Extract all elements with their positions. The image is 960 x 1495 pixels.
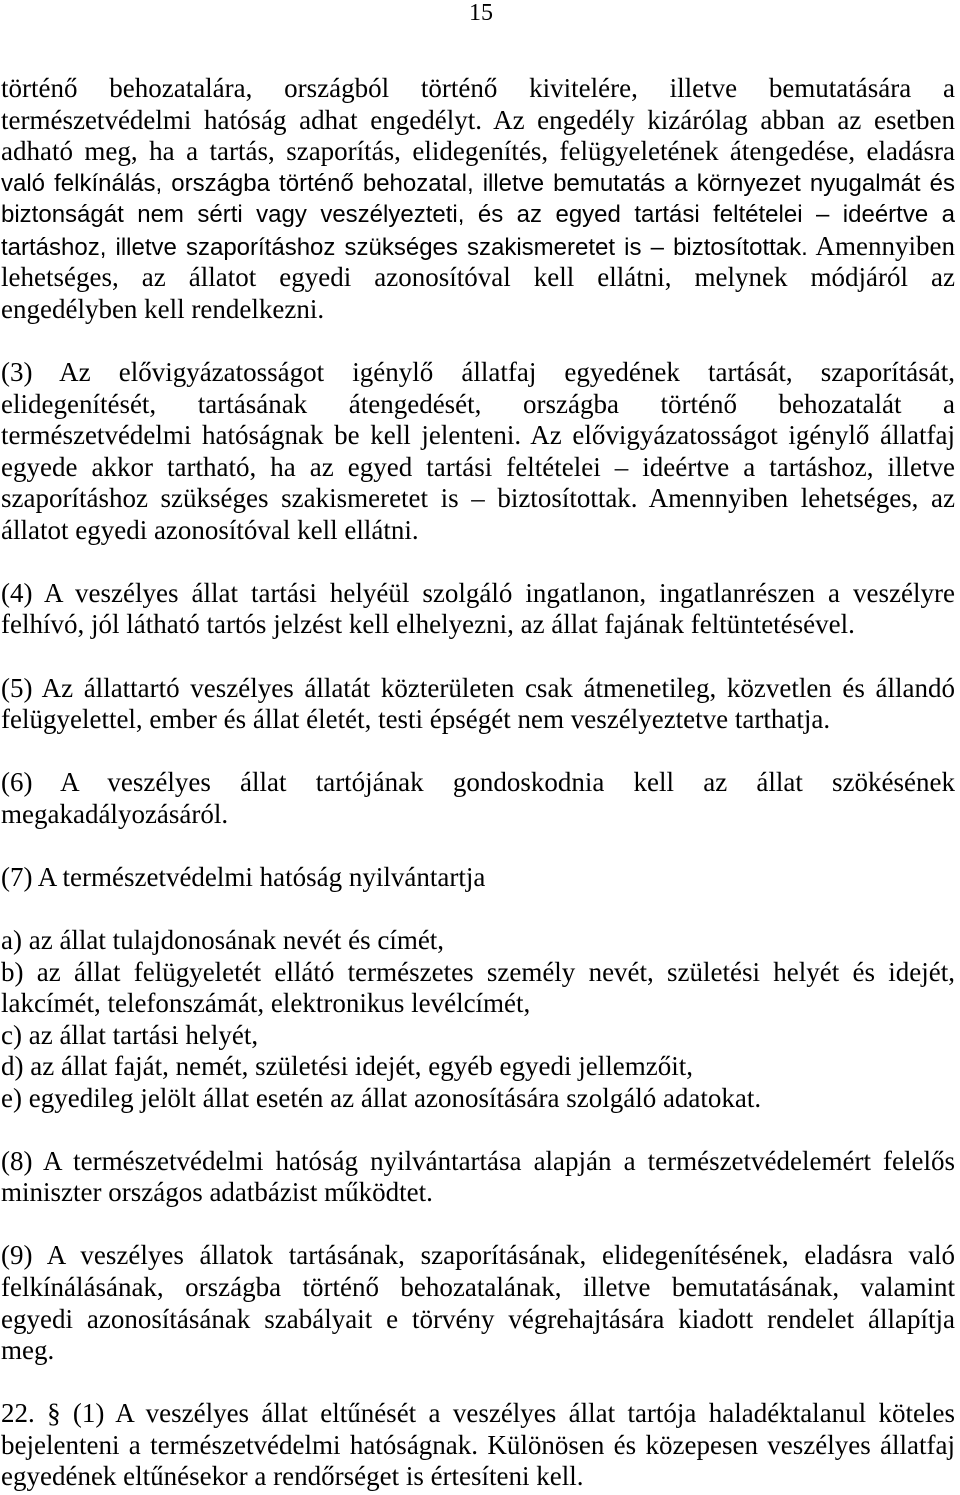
paragraph-6 [1,767,955,830]
text-line: a) az állat tulajdonosának nevét és címét, [1,924,445,955]
text-line: egyede akkor tartható, ha az egyed tartási feltételei – ideértve a tartáshoz, illetve [1,451,955,482]
text-line: felhívó, jól látható tartós jelzést kell elhelyezni, az állat fajának feltüntetésével. [1,609,855,640]
text-line: b) az állat felügyeletét ellátó természetes személy nevét, születési helyét és idejét, [1,956,955,987]
text-line: megakadályozásáról. [1,798,229,829]
text-line: állatot egyedi azonosítóval kell ellátni. [1,514,419,545]
text-line: való felkínálás, országba történő behozatal, illetve bemutatás a környezet nyugalmát és [1,169,955,197]
list-item-b [1,957,955,1020]
registry-list [1,925,955,1114]
text-line: (7) A természetvédelmi hatóság nyilvántartja [1,861,486,892]
text-line: bejelenteni a természetvédelmi hatóságnak. Különösen és közepesen veszélyes állatfaj [1,1429,955,1460]
text-line: (6) A veszélyes állat tartójának gondoskodnia kell az állat szökésének [1,767,955,798]
text-line: természetvédelmi hatóságnak be kell jelenteni. Az elővigyázatosságot igénylő állatfaj [1,420,955,451]
text-line: (4) A veszélyes állat tartási helyéül szolgáló ingatlanon, ingatlanrészen a veszélyre [1,577,955,608]
document-body [1,73,955,1493]
paragraph-3 [1,357,955,546]
text-line: (5) Az állattartó veszélyes állatát közterületen csak átmenetileg, közvetlen és állandó [1,672,955,703]
list-item-c [1,1020,955,1052]
text-line: lakcímét, telefonszámát, elektronikus levélcímét, [1,988,531,1019]
paragraph-continuation [1,73,955,325]
text-line: felkínálásának, országba történő behozatalának, illetve bemutatásának, valamint [1,1271,955,1302]
text-segment: tartáshoz, illetve szaporításhoz szükséges szakismeretet is – biztosítottak. [1,233,808,261]
text-line: miniszter országos adatbázist működtet. [1,1177,433,1208]
text-line: (8) A természetvédelmi hatóság nyilvántartása alapján a természetvédelemért felelős [1,1145,955,1176]
list-item-e [1,1083,955,1115]
text-line: meg. [1,1335,55,1366]
text-line: (3) Az elővigyázatosságot igénylő állatfaj egyedének tartását, szaporítását, [1,357,955,388]
list-item-a [1,925,955,957]
paragraph-4 [1,578,955,641]
section-22-paragraph-1 [1,1398,955,1493]
text-line: természetvédelmi hatóság adhat engedélyt. Az engedély kizárólag abban az esetben [1,104,955,135]
text-line: e) egyedileg jelölt állat esetén az állat azonosítására szolgáló adatokat. [1,1082,762,1113]
page-number: 15 [469,0,493,26]
text-line: adható meg, ha a tartás, szaporítás, elidegenítés, felügyeletének átengedése, eladásra [1,136,955,167]
text-line: biztonságát nem sérti vagy veszélyezteti, és az egyed tartási feltételei – ideértve a [1,201,955,229]
text-line: c) az állat tartási helyét, [1,1019,259,1050]
paragraph-9 [1,1240,955,1366]
text-line: egyedének eltűnésekor a rendőrséget is értesíteni kell. [1,1461,584,1492]
text-line: elidegenítését, tartásának átengedését, országba történő behozatalát a [1,388,955,419]
list-item-d [1,1051,955,1083]
text-line: felügyelettel, ember és állat életét, testi épségét nem veszélyeztetve tarthatja. [1,704,831,735]
text-line: történő behozatalára, országból történő kivitelére, illetve bemutatására a [1,73,955,104]
text-line: szaporításhoz szükséges szakismeretet is – biztosítottak. Amennyiben lehetséges, az [1,483,955,514]
paragraph-8 [1,1146,955,1209]
text-segment: Amennyiben [815,230,955,261]
text-line [1,231,955,263]
paragraph-7 [1,862,955,894]
text-line: 22. § (1) A veszélyes állat eltűnését a veszélyes állat tartója haladéktalanul köteles [1,1398,955,1429]
paragraph-5 [1,673,955,736]
text-line: (9) A veszélyes állatok tartásának, szaporításának, elidegenítésének, eladásra való [1,1240,955,1271]
text-line: lehetséges, az állatot egyedi azonosítóval kell ellátni, melynek módjáról az [1,262,955,293]
text-line: egyedi azonosításának szabályait e törvény végrehajtására kiadott rendelet állapítja [1,1303,955,1334]
text-line: d) az állat faját, nemét, születési idejét, egyéb egyedi jellemzőit, [1,1051,693,1082]
text-line: engedélyben kell rendelkezni. [1,294,325,325]
